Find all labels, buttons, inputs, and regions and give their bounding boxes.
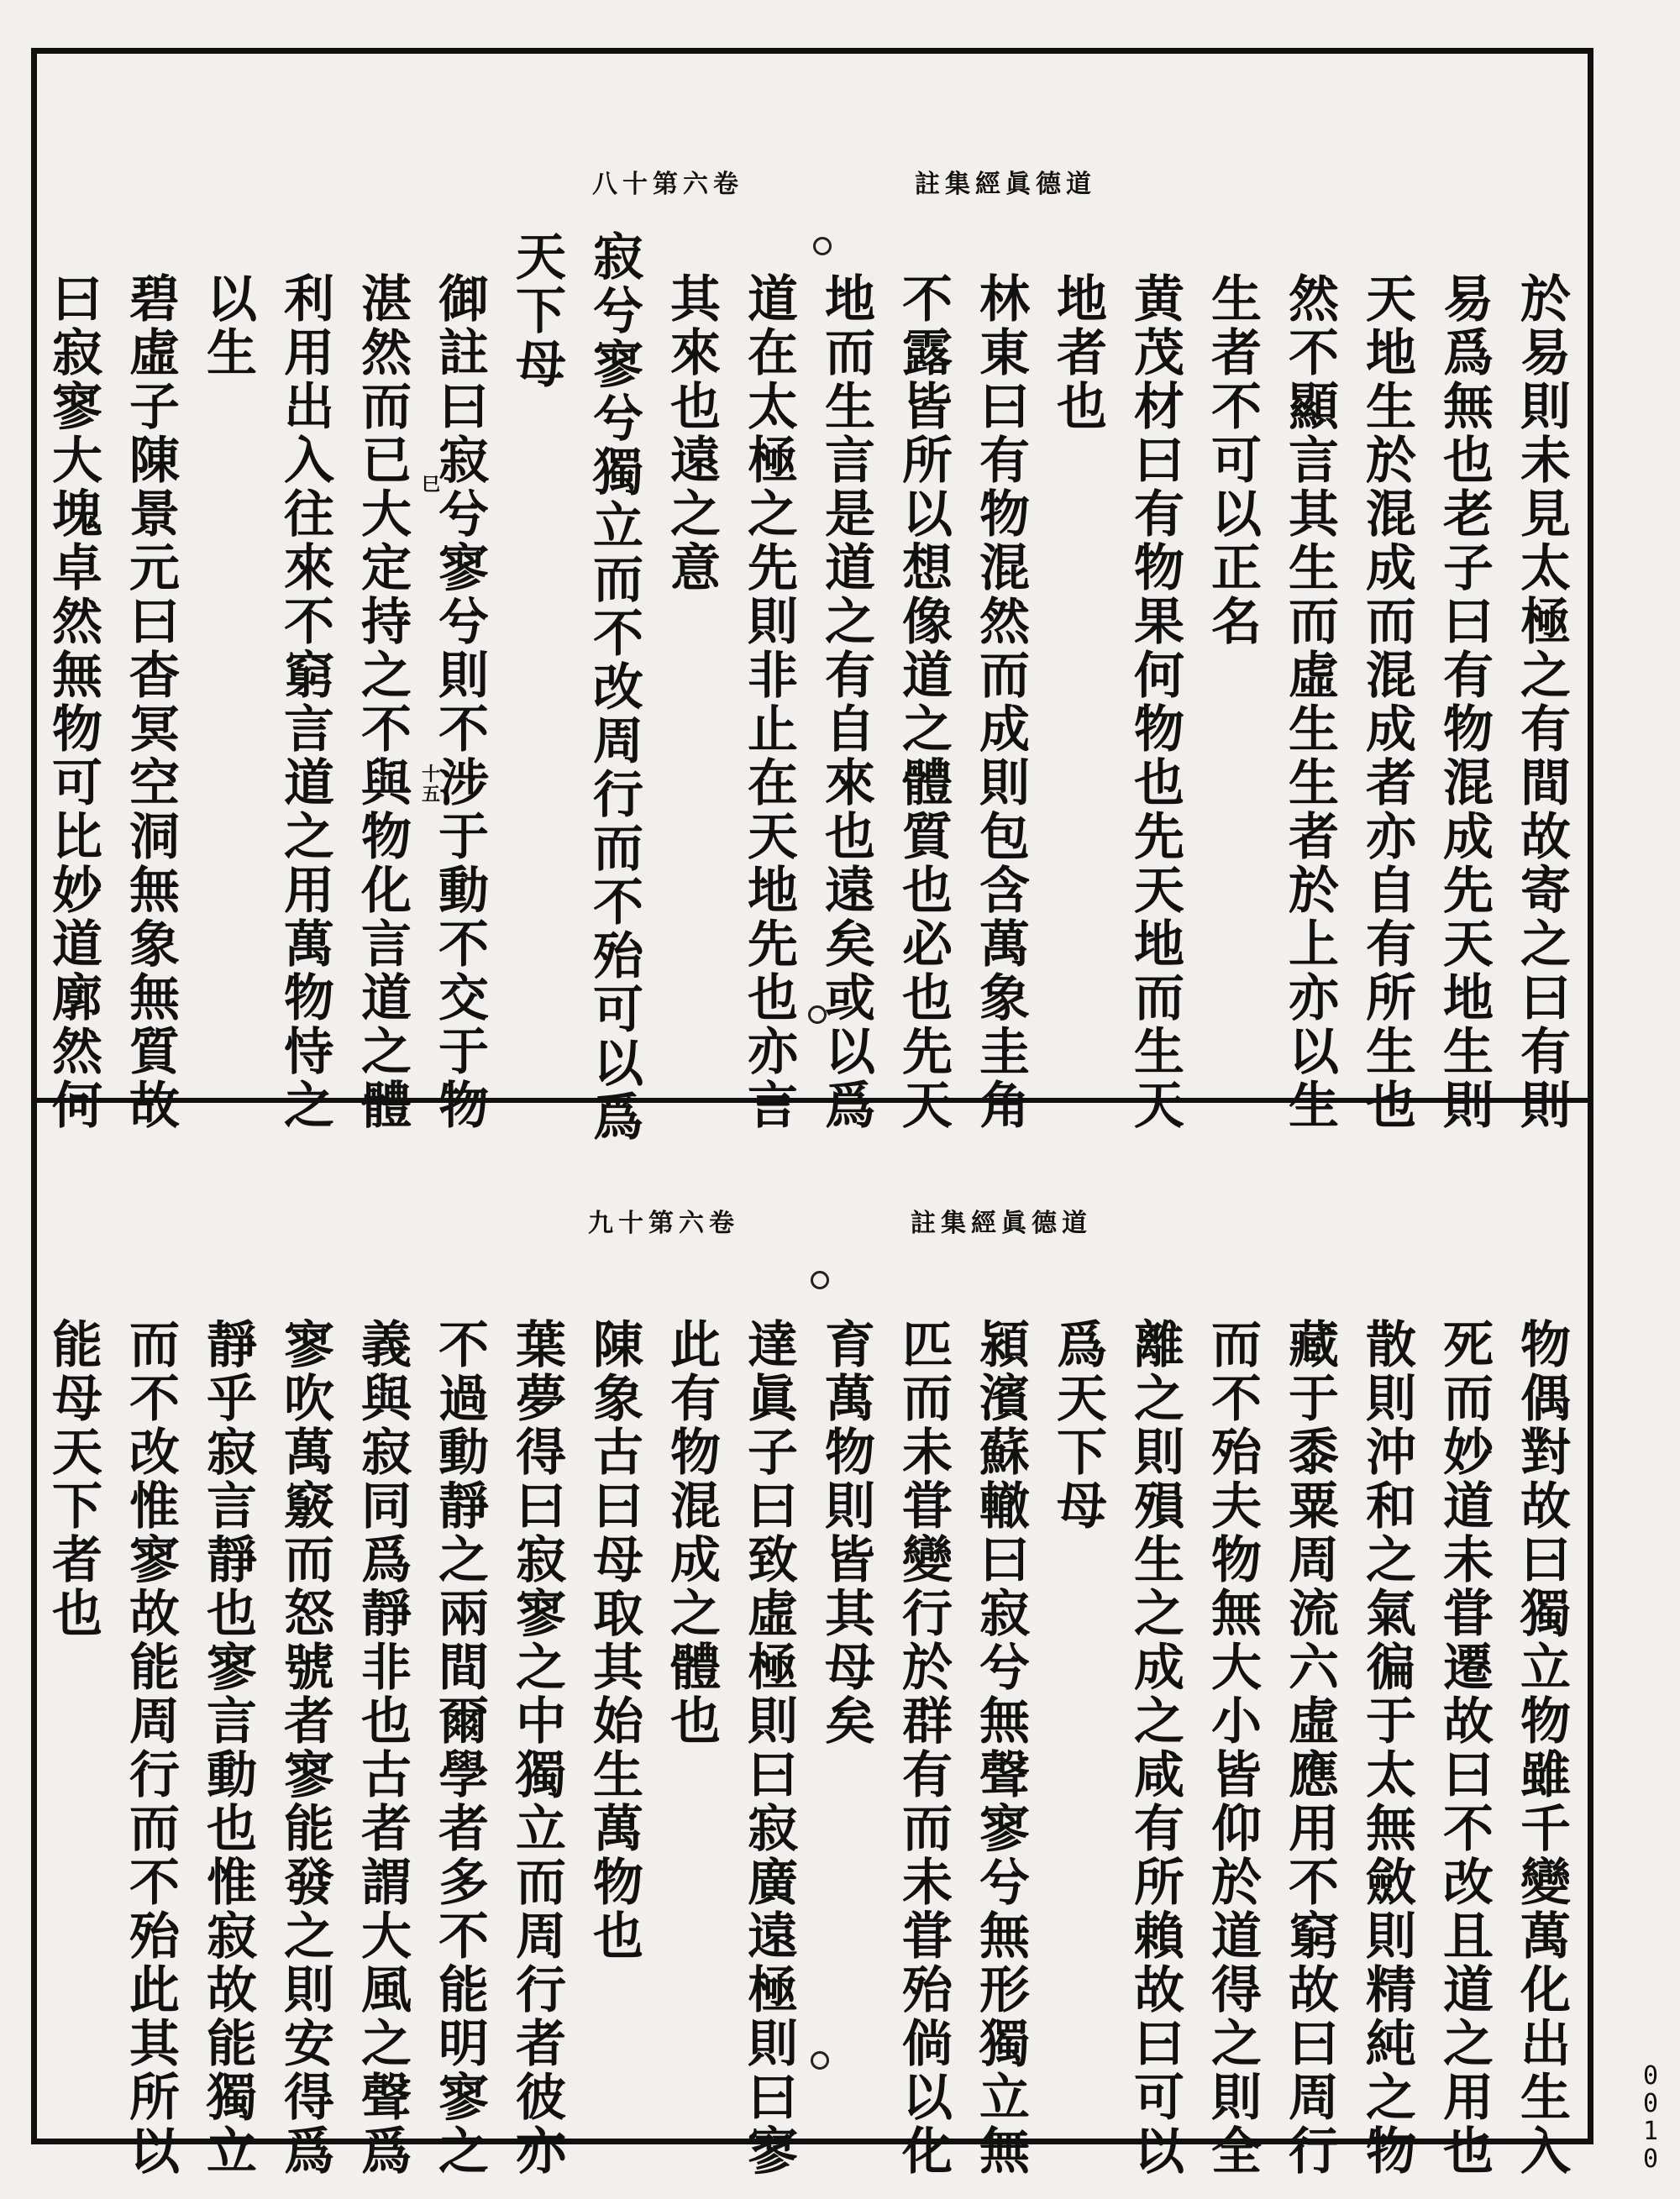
bottom-header-volume: 九十第六卷 bbox=[588, 1209, 739, 1238]
text-column: 寥吹萬竅而怒號者寥能發之則安得爲 bbox=[284, 1316, 334, 2181]
text-column: 而不殆夫物無大小皆仰於道得之則全 bbox=[1211, 1316, 1262, 2181]
text-column: 離之則殞生之成之咸有所賴故曰可以 bbox=[1134, 1316, 1184, 2181]
text-column: 散則沖和之氣徧于太無斂則精純之物 bbox=[1366, 1316, 1416, 2181]
annotation-note: 巳 bbox=[421, 474, 440, 496]
page-frame bbox=[31, 48, 1593, 2144]
text-column: 寂兮寥兮獨立而不改周行而不殆可以爲 bbox=[593, 228, 643, 1147]
text-column: 育萬物則皆其母矣 bbox=[825, 1316, 875, 1751]
text-column: 其來也遠之意 bbox=[670, 270, 721, 598]
text-column: 靜乎寂言靜也寥言動也惟寂故能獨立 bbox=[207, 1316, 257, 2181]
text-column: 達眞子曰致虛極則曰寂廣遠極則曰寥 bbox=[748, 1316, 798, 2181]
text-column: 匹而未甞變行於群有而未甞殆倘以化 bbox=[902, 1316, 953, 2181]
bottom-header bbox=[588, 1207, 1092, 1241]
text-column: 不過動靜之兩間爾學者多不能明寥之 bbox=[438, 1316, 489, 2181]
text-column: 地而生言是道之有自來也遠矣或以爲 bbox=[825, 270, 875, 1136]
page-divider bbox=[31, 1098, 1593, 1103]
text-column: 地者也 bbox=[1057, 270, 1107, 437]
text-column: 不露皆所以想像道之體質也必也先天 bbox=[902, 270, 953, 1136]
text-column: 陳象古曰母取其始生萬物也 bbox=[593, 1316, 643, 1966]
text-column: 藏于黍粟周流六虛應用不窮故曰周行 bbox=[1289, 1316, 1339, 2181]
text-column: 利用出入往來不窮言道之用萬物恃之 bbox=[284, 270, 334, 1136]
text-column: 而不改惟寥故能周行而不殆此其所以 bbox=[129, 1316, 180, 2181]
text-column: 天下母 bbox=[516, 228, 566, 395]
text-column: 以生 bbox=[207, 270, 257, 383]
top-header-title: 註集經眞德道 bbox=[915, 170, 1096, 199]
bottom-header-title: 註集經眞德道 bbox=[911, 1209, 1092, 1238]
text-column: 葉夢得曰寂寥之中獨立而周行者彼亦 bbox=[516, 1316, 566, 2181]
top-header-volume: 八十第六卷 bbox=[592, 170, 743, 199]
text-column: 然不顯言其生而虛生生者於上亦以生 bbox=[1289, 270, 1339, 1136]
text-column: 潁濱蘇轍曰寂兮無聲寥兮無形獨立無 bbox=[979, 1316, 1030, 2181]
text-column: 於易則未見太極之有間故寄之曰有則 bbox=[1520, 270, 1571, 1136]
text-column: 此有物混成之體也 bbox=[670, 1316, 721, 1751]
text-column: 義與寂同爲靜非也古者謂大風之聲爲 bbox=[361, 1316, 412, 2181]
text-column: 死而妙道未甞遷故曰不改且道之用也 bbox=[1443, 1316, 1494, 2181]
column-marker-circle bbox=[813, 237, 832, 255]
column-marker-circle bbox=[811, 1271, 829, 1289]
text-column: 林東曰有物混然而成則包含萬象圭角 bbox=[979, 270, 1030, 1136]
text-column: 生者不可以正名 bbox=[1211, 270, 1262, 652]
text-column: 物偶對故曰獨立物雖千變萬化出生入 bbox=[1520, 1316, 1571, 2181]
text-column: 黄茂材曰有物果何物也先天地而生天 bbox=[1134, 270, 1184, 1136]
text-column: 碧虛子陳景元曰杳冥空洞無象無質故 bbox=[129, 270, 180, 1136]
text-column: 能母天下者也 bbox=[52, 1316, 102, 1644]
text-column: 御註曰寂兮寥兮則不涉于動不交于物 bbox=[438, 270, 489, 1136]
page-number: 0010 bbox=[1642, 2061, 1659, 2174]
annotation-note: 十五 bbox=[421, 764, 440, 806]
text-column: 易爲無也老子曰有物混成先天地生則 bbox=[1443, 270, 1494, 1136]
column-marker-circle bbox=[811, 2051, 829, 2070]
text-column: 爲天下母 bbox=[1057, 1316, 1107, 1536]
text-column: 道在太極之先則非止在天地先也亦言 bbox=[748, 270, 798, 1136]
text-column: 天地生於混成而混成者亦自有所生也 bbox=[1366, 270, 1416, 1136]
text-column: 曰寂寥大塊卓然無物可比妙道廓然何 bbox=[52, 270, 102, 1136]
text-column: 湛然而已大定持之不與物化言道之體 bbox=[361, 270, 412, 1136]
top-header bbox=[592, 168, 1096, 202]
